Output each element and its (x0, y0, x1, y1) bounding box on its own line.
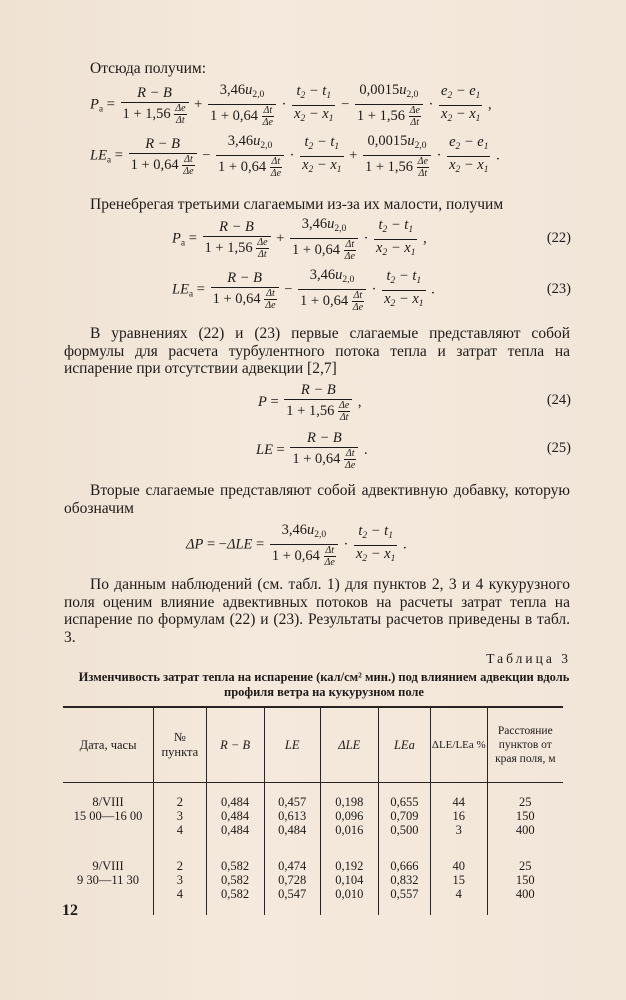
table-cell: 0,457 (278, 795, 307, 809)
table-cell: 400 (515, 823, 535, 837)
table-cell: 0,484 (278, 823, 307, 837)
formula-lea-full: $LE_а$ = R − B 1 + 0,64 $\frac{\Delta t}{\Delta e}$ − $3,46u_{2,0}$ 1 + 0,64 $\frac{\Delta t}{\Delta e}$ · $\frac{t_2 - t_1}{x_2 - x_1}$ + $0,0015u_{2,0}$ 1 + 1,56 $\frac{\Delta e}{\Delta t}$ · $\frac{e_2 - e_1}{x_2 - x_1}$ . (90, 133, 500, 179)
table-cell: 0,613 (278, 809, 307, 823)
table-cell: 0,500 (390, 823, 419, 837)
formula-delta-p: ΔP = −ΔLE = $3,46u_{2,0}$ 1 + 0,64 $\frac{\Delta t}{\Delta e}$ · $\frac{t_2 - t_1}{x_2 - x_1}$ . (186, 522, 407, 568)
table-cell: 2 (176, 795, 183, 809)
table-cell: 0,016 (335, 823, 364, 837)
table-cell: 0,484 (221, 823, 250, 837)
table-cell: 25 (519, 859, 532, 873)
header-date: Дата, часы (79, 737, 137, 752)
equation-number-23: (23) (546, 281, 571, 297)
table-cell: 4 (176, 823, 183, 837)
table-caption: Изменчивость затрат тепла на испарение (кал/см² мин.) под влиянием адвекции вдоль профиля ветра на кукурузном поле (78, 670, 570, 699)
table-cell: 3 (176, 809, 183, 823)
group-time: 9 30—11 30 (77, 873, 140, 887)
table-cell: 3 (455, 823, 462, 837)
table-cell: 44 (452, 795, 466, 809)
page-number: 12 (62, 902, 78, 919)
table-cell: 400 (515, 887, 535, 901)
intro-text: Отсюда получим: (90, 60, 207, 77)
group-time: 15 00—16 00 (73, 809, 143, 823)
data-table (63, 706, 563, 915)
formula-24: P = R − B 1 + 1,56 $\frac{\Delta e}{\Delta t}$ , (258, 382, 362, 423)
equation-number-24: (24) (546, 392, 571, 408)
table-cell: 0,010 (335, 887, 364, 901)
paragraph-advection: В уравнениях (22) и (23) первые слагаемые представляют собой формулы для расчета турбулентного потока тепла и затрат тепла на испарение при отсутствии адвекции [2,7] (64, 325, 570, 377)
table-number-label: Таблица 3 (486, 651, 571, 666)
formula-pa-full: $P_а$ = R − B 1 + 1,56 $\frac{\Delta e}{\Delta t}$ + $3,46u_{2,0}$ 1 + 0,64 $\frac{\Delta t}{\Delta e}$ · $\frac{t_2 - t_1}{x_2 - x_1}$ − $0,0015u_{2,0}$ 1 + 1,56 $\frac{\Delta e}{\Delta t}$ · $\frac{e_2 - e_1}{x_2 - x_1}$ , (90, 82, 492, 128)
table-cell: 0,832 (390, 873, 419, 887)
equation-number-25: (25) (546, 440, 571, 456)
header-le: LE (264, 707, 320, 783)
table-cell: 0,484 (221, 795, 250, 809)
table-cell: 0,655 (390, 795, 419, 809)
group-date: 9/VIII (92, 859, 124, 873)
paragraph-observations: По данным наблюдений (см. табл. 1) для пунктов 2, 3 и 4 кукурузного поля оценим влияние адвективных потоков на расчеты затрат тепла на испарение по формулам (22) и (23). Результаты расчетов приведены в табл. 3. (64, 576, 570, 646)
table-cell: 0,484 (221, 809, 250, 823)
formula-23: $LE_а$ = R − B 1 + 0,64 $\frac{\Delta t}{\Delta e}$ − $3,46u_{2,0}$ 1 + 0,64 $\frac{\Delta t}{\Delta e}$ · $\frac{t_2 - t_1}{x_2 - x_1}$ . (172, 267, 435, 313)
neglect-text: Пренебрегая третьими слагаемыми из-за их малости, получим (90, 196, 504, 213)
header-dle: ΔLE (320, 707, 378, 783)
equation-number-22: (22) (546, 230, 571, 246)
table-cell: 15 (452, 873, 466, 887)
table-cell: 0,666 (390, 859, 419, 873)
paragraph-additive: Вторые слагаемые представляют собой адвективную добавку, которую обозначим (64, 482, 570, 517)
table-cell: 0,582 (221, 873, 250, 887)
table-cell: 0,104 (335, 873, 364, 887)
table-cell: 16 (452, 809, 466, 823)
table-cell: 0,582 (221, 887, 250, 901)
table-cell: 0,198 (335, 795, 364, 809)
table-cell: 150 (515, 809, 535, 823)
table-cell: 0,728 (278, 873, 307, 887)
header-lea: LEа (378, 707, 430, 783)
header-ratio: ΔLE/LEа % (431, 707, 488, 783)
group-date: 8/VIII (92, 795, 124, 809)
header-distance: Расстояние пунктов от края поля, м (487, 707, 563, 783)
table-cell: 0,582 (221, 859, 250, 873)
table-cell: 0,547 (278, 887, 307, 901)
table-cell: 150 (515, 873, 535, 887)
table-cell: 25 (519, 795, 532, 809)
table-cell: 40 (452, 859, 466, 873)
table-header-row (63, 707, 563, 783)
table-cell: 2 (176, 859, 183, 873)
table-cell: 4 (455, 887, 462, 901)
table-cell: 0,096 (335, 809, 364, 823)
table-cell: 4 (176, 887, 183, 901)
formula-22: $P_а$ = R − B 1 + 1,56 $\frac{\Delta e}{\Delta t}$ + $3,46u_{2,0}$ 1 + 0,64 $\frac{\Delta t}{\Delta e}$ · $\frac{t_2 - t_1}{x_2 - x_1}$ , (172, 216, 427, 262)
table-cell: 0,709 (390, 809, 419, 823)
table-cell: 3 (176, 873, 183, 887)
table-group-1 (63, 783, 563, 856)
header-rb: R − B (206, 707, 264, 783)
table-cell: 0,474 (278, 859, 307, 873)
table-cell: 0,192 (335, 859, 364, 873)
table-cell: 0,557 (390, 887, 419, 901)
header-point: № пункта (154, 707, 207, 783)
table-group-2 (63, 855, 563, 915)
formula-25: LE = R − B 1 + 0,64 $\frac{\Delta t}{\Delta e}$ . (256, 430, 368, 471)
